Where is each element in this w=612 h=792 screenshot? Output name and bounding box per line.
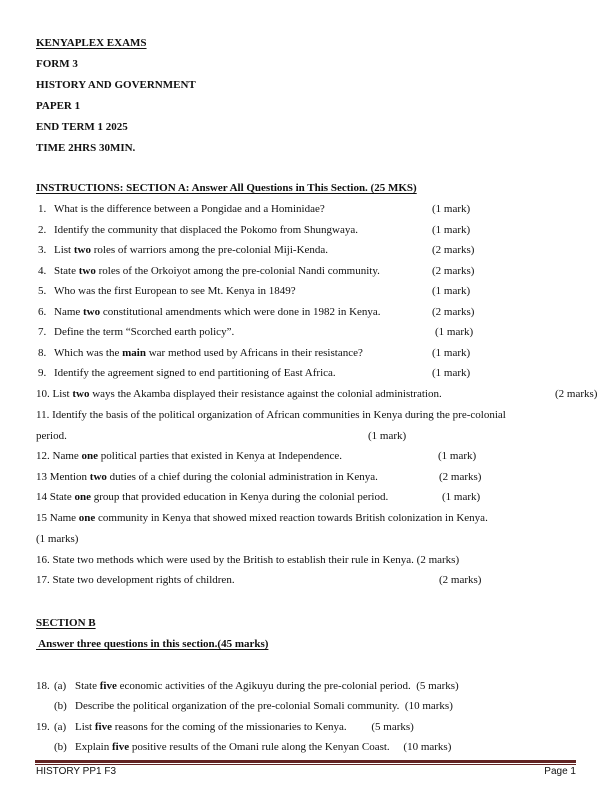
question-text-pre: Mention — [49, 471, 90, 483]
question-number: 9. — [38, 367, 47, 379]
question-line — [36, 574, 235, 587]
question-number: 8. — [38, 347, 47, 359]
question-marks: (1 mark) — [368, 430, 407, 442]
question-marks: (10 marks) — [404, 700, 453, 712]
question-text — [75, 700, 399, 712]
question-text — [54, 367, 336, 379]
question-line — [36, 680, 459, 693]
question-marks: (2 marks) — [439, 574, 482, 586]
question-line — [36, 450, 342, 463]
question-text — [75, 680, 411, 692]
question-line — [36, 285, 296, 298]
question-line — [36, 700, 453, 713]
question-text-pre: State — [54, 265, 79, 277]
footer-left: HISTORY PP1 F3 — [36, 766, 117, 777]
question-text — [53, 554, 414, 566]
question-text-post: ways the Akamba displayed their resistance against the colonial administration. — [89, 388, 442, 400]
question-emphasis: one — [74, 491, 91, 503]
question-number: 2. — [38, 224, 47, 236]
question-text-pre: Identify the basis of the political organization of African communities in Kenya during the pre-colonial — [52, 409, 506, 421]
question-part: (a) — [54, 680, 67, 692]
question-emphasis: two — [89, 471, 107, 483]
question-number: 17. — [36, 574, 53, 586]
question-number: 10. — [36, 388, 53, 400]
question-line — [36, 491, 388, 504]
question-marks: (1 mark) — [432, 224, 471, 236]
question-line — [36, 244, 328, 257]
question-text-pre: State two development rights of children. — [52, 574, 235, 586]
question-marks: (5 marks) — [416, 680, 459, 692]
question-text-post: reasons for the coming of the missionaries to Kenya. — [111, 721, 347, 733]
question-marks: (2 marks) — [555, 388, 598, 400]
question-line — [36, 554, 459, 567]
question-text-pre: Identify the community that displaced the Pokomo from Shungwaya. — [54, 224, 358, 236]
question-text — [75, 741, 390, 753]
question-marks: (1 mark) — [432, 203, 471, 215]
question-text-pre: Name — [49, 512, 79, 524]
question-text-pre: What is the difference between a Pongidae and a Hominidae? — [54, 203, 325, 215]
question-text — [54, 265, 380, 277]
question-number: 6. — [38, 306, 47, 318]
question-number: 4. — [38, 265, 47, 277]
question-emphasis: two — [72, 388, 90, 400]
question-part: (b) — [54, 741, 67, 753]
question-marks: (2 marks) — [432, 306, 475, 318]
question-text-pre: Identify the agreement signed to end partitioning of East Africa. — [54, 367, 336, 379]
question-number: 13 — [36, 471, 50, 483]
question-text — [54, 203, 325, 215]
question-text — [75, 721, 347, 733]
question-line — [36, 741, 451, 754]
question-text — [50, 512, 488, 524]
form-level: FORM 3 — [36, 58, 78, 70]
footer-rule-thick — [35, 760, 576, 763]
question-marks: (2 marks) — [439, 471, 482, 483]
question-marks: (1 mark) — [438, 450, 477, 462]
question-text-pre: List — [75, 721, 95, 733]
question-line — [36, 224, 358, 237]
question-part: (b) — [54, 700, 67, 712]
question-marks: (10 marks) — [403, 741, 452, 753]
question-text — [50, 471, 378, 483]
question-text-pre: List — [52, 388, 73, 400]
footer-rule-thin — [35, 764, 576, 765]
question-text — [53, 574, 235, 586]
question-number: 16. — [36, 554, 53, 566]
question-text — [50, 491, 388, 503]
question-number: 7. — [38, 326, 47, 338]
question-text — [53, 388, 442, 400]
question-line — [36, 306, 381, 319]
question-text-post: duties of a chief during the colonial administration in Kenya. — [106, 471, 378, 483]
question-number: 11. — [36, 409, 53, 421]
paper: PAPER 1 — [36, 100, 81, 112]
question-line — [36, 388, 442, 401]
question-emphasis: two — [78, 265, 96, 277]
question-line — [36, 409, 506, 422]
question-text-pre: State — [49, 491, 75, 503]
question-text — [54, 224, 358, 236]
question-line — [36, 347, 363, 360]
question-line — [36, 471, 378, 484]
question-marks: (2 marks) — [432, 244, 475, 256]
question-marks: (2 marks) — [432, 265, 475, 277]
question-line — [36, 326, 234, 339]
question-text-post: roles of warriors among the pre-colonial Miji-Kenda. — [90, 244, 329, 256]
question-number: 1. — [38, 203, 47, 215]
question-text — [54, 347, 363, 359]
question-text-pre: Explain — [75, 741, 112, 753]
section-b-instructions: Answer three questions in this section.(45 marks) — [36, 638, 269, 650]
section-b-title: SECTION B — [36, 617, 96, 629]
question-marks-gap — [390, 741, 404, 753]
question-number: 14 — [36, 491, 50, 503]
question-text-pre: List — [54, 244, 74, 256]
question-part: (a) — [54, 721, 67, 733]
question-line — [36, 367, 336, 380]
question-text — [53, 450, 343, 462]
question-number: 3. — [38, 244, 47, 256]
question-number: 12. — [36, 450, 53, 462]
question-marks: (1 mark) — [442, 491, 481, 503]
question-marks: (1 marks) — [36, 533, 79, 545]
question-marks-gap — [347, 721, 372, 733]
question-number: 15 — [36, 512, 50, 524]
question-emphasis: five — [111, 741, 130, 753]
subject: HISTORY AND GOVERNMENT — [36, 79, 196, 91]
question-text-post: constitutional amendments which were done in 1982 in Kenya. — [100, 306, 381, 318]
question-text — [52, 409, 506, 421]
question-text-pre: Name — [54, 306, 84, 318]
question-emphasis: five — [99, 680, 117, 692]
question-number: 19. — [36, 721, 50, 733]
question-text — [54, 285, 296, 297]
page-number: Page 1 — [544, 766, 576, 777]
question-emphasis: one — [81, 450, 99, 462]
question-text-pre: Which was the — [54, 347, 123, 359]
question-emphasis: five — [94, 721, 112, 733]
question-line — [36, 512, 488, 525]
question-marks: (1 mark) — [432, 285, 471, 297]
question-line — [36, 265, 380, 278]
time: TIME 2HRS 30MIN. — [36, 142, 136, 154]
question-text — [54, 326, 234, 338]
section-a-instructions: INSTRUCTIONS: SECTION A: Answer All Questions in This Section. (25 MKS) — [36, 182, 417, 194]
question-text-pre: Who was the first European to see Mt. Kenya in 1849? — [54, 285, 296, 297]
question-text — [54, 244, 328, 256]
question-text-post: political parties that existed in Kenya at Independence. — [98, 450, 343, 462]
question-text-pre: Define the term “Scorched earth policy”. — [54, 326, 235, 338]
question-number: 5. — [38, 285, 47, 297]
question-line — [36, 721, 414, 734]
question-text-post: war method used by Africans in their resistance? — [145, 347, 363, 359]
question-continuation: period. — [36, 430, 67, 442]
question-number: 18. — [36, 680, 50, 692]
term: END TERM 1 2025 — [36, 121, 128, 133]
question-text-post: roles of the Orkoiyot among the pre-colonial Nandi community. — [95, 265, 380, 277]
question-text-post: economic activities of the Agikuyu during the pre-colonial period. — [116, 680, 411, 692]
question-marks: (1 mark) — [435, 326, 474, 338]
question-text-pre: State two methods which were used by the British to establish their rule in Kenya. — [52, 554, 414, 566]
question-text-pre: State — [75, 680, 100, 692]
question-emphasis: two — [73, 244, 91, 256]
question-text-post: group that provided education in Kenya during the colonial period. — [91, 491, 389, 503]
question-marks: (5 marks) — [371, 721, 414, 733]
question-text-post: positive results of the Omani rule along the Kenyan Coast. — [129, 741, 390, 753]
question-emphasis: one — [78, 512, 96, 524]
question-line — [36, 203, 325, 216]
question-emphasis: main — [122, 347, 146, 359]
question-marks: (2 marks) — [413, 554, 460, 566]
question-text-post: community in Kenya that showed mixed reaction towards British colonization in Kenya. — [95, 512, 488, 524]
question-marks: (1 mark) — [432, 367, 471, 379]
school-name: KENYAPLEX EXAMS — [36, 37, 147, 49]
question-text-pre: Name — [52, 450, 82, 462]
question-emphasis: two — [83, 306, 101, 318]
question-text-pre: Describe the political organization of the pre-colonial Somali community. — [75, 700, 400, 712]
question-marks: (1 mark) — [432, 347, 471, 359]
question-text — [54, 306, 381, 318]
